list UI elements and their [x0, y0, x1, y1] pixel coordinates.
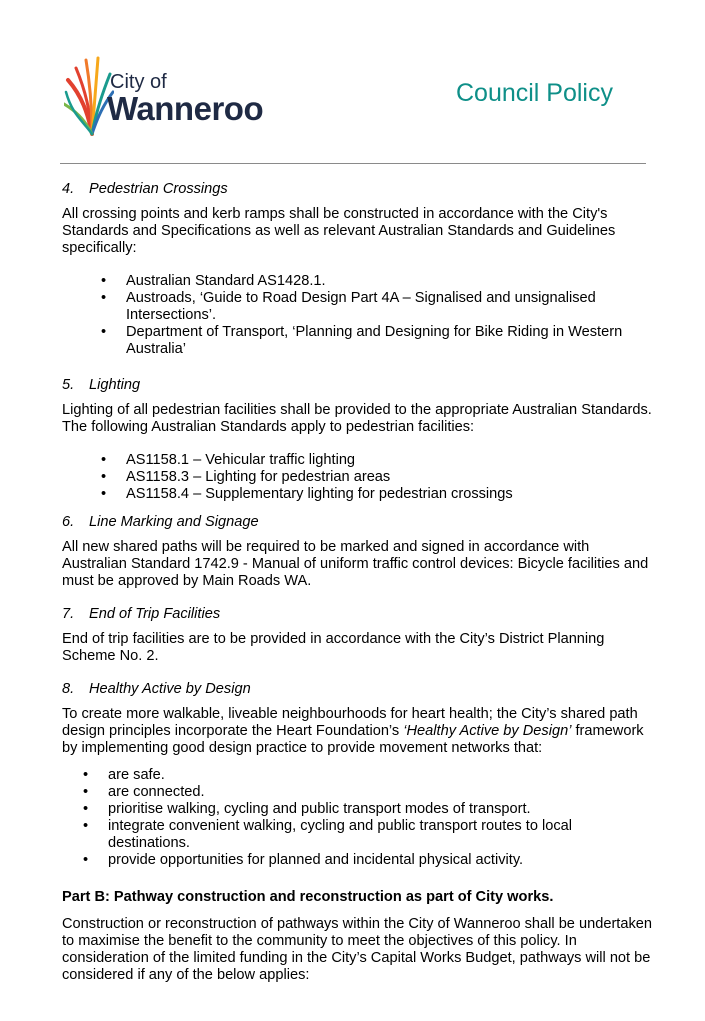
- section-heading: [62, 181, 652, 198]
- city-logo: [64, 54, 289, 136]
- list-item: • are safe.: [62, 767, 652, 784]
- section-heading: [62, 514, 652, 531]
- list-item: • AS1158.3 – Lighting for pedestrian areas: [62, 469, 652, 486]
- logo-city-text: City of: [110, 71, 167, 93]
- section-title: Pedestrian Crossings: [89, 181, 228, 197]
- bullet-list: [62, 452, 652, 503]
- section-title: Lighting: [89, 377, 141, 393]
- paragraph-text: To create more walkable, liveable neighbourhoods for heart health; the City’s shared path design principles incorporate the Heart Foundation’s: [62, 706, 638, 739]
- bullet-list: [62, 767, 652, 869]
- section-paragraph: [62, 706, 652, 757]
- section-heading: [62, 681, 652, 698]
- section-number: 7.: [62, 606, 75, 622]
- section-paragraph: End of trip facilities are to be provided in accordance with the City’s District Planning Scheme No. 2.: [62, 631, 605, 664]
- framework-name: ‘Healthy Active by Design’: [403, 723, 572, 739]
- section-number: 4.: [62, 181, 75, 197]
- section-title: End of Trip Facilities: [89, 606, 221, 622]
- list-item: • AS1158.1 – Vehicular traffic lighting: [62, 452, 652, 469]
- part-b-heading: Part B: Pathway construction and reconstruction as part of City works.: [62, 889, 554, 905]
- document-body: [62, 181, 652, 992]
- list-item: • are connected.: [62, 784, 652, 801]
- document-type-title: Council Policy: [455, 79, 613, 107]
- section-number: 8.: [62, 681, 75, 697]
- section-paragraph: All new shared paths will be required to be marked and signed in accordance with Australian Standard 1742.9 - Manual of uniform traffic control devices: Bicycle facilities and must be approved by Main Roads WA.: [62, 539, 649, 589]
- section-heading: [62, 606, 652, 623]
- list-item: • AS1158.4 – Supplementary lighting for pedestrian crossings: [62, 486, 652, 503]
- bullet-list: [62, 273, 652, 358]
- part-b-paragraph: Construction or reconstruction of pathways within the City of Wanneroo shall be undertaken to maximise the benefit to the community to meet the objectives of this policy. In consideration of the limited funding in the City’s Capital Works Budget, pathways will not be considered if any of the below applies:: [62, 916, 653, 983]
- list-item: • integrate convenient walking, cycling and public transport routes to local destinations.: [62, 818, 652, 852]
- list-item: • Australian Standard AS1428.1.: [62, 273, 652, 290]
- list-item: • prioritise walking, cycling and public transport modes of transport.: [62, 801, 652, 818]
- section-title: Line Marking and Signage: [89, 514, 259, 530]
- list-item: • Department of Transport, ‘Planning and Designing for Bike Riding in Western Australia’: [62, 324, 652, 358]
- logo-name-text: Wanneroo: [107, 90, 264, 127]
- section-number: 5.: [62, 377, 75, 393]
- header-divider: [60, 163, 646, 164]
- section-paragraph: All crossing points and kerb ramps shall be constructed in accordance with the City's Standards and Specifications as well as relevant Australian Standards and Guidelines specifically:: [62, 206, 616, 256]
- section-number: 6.: [62, 514, 75, 530]
- section-paragraph: Lighting of all pedestrian facilities shall be provided to the appropriate Australian Standards. The following Australian Standards apply to pedestrian facilities:: [62, 402, 652, 435]
- paragraph-text: framework by implementing good design practice to provide movement networks that:: [62, 723, 644, 756]
- list-item: • Austroads, ‘Guide to Road Design Part 4A – Signalised and unsignalised Intersections’.: [62, 290, 652, 324]
- section-title: Healthy Active by Design: [89, 681, 251, 697]
- section-heading: [62, 377, 652, 394]
- list-item: • provide opportunities for planned and incidental physical activity.: [62, 852, 652, 869]
